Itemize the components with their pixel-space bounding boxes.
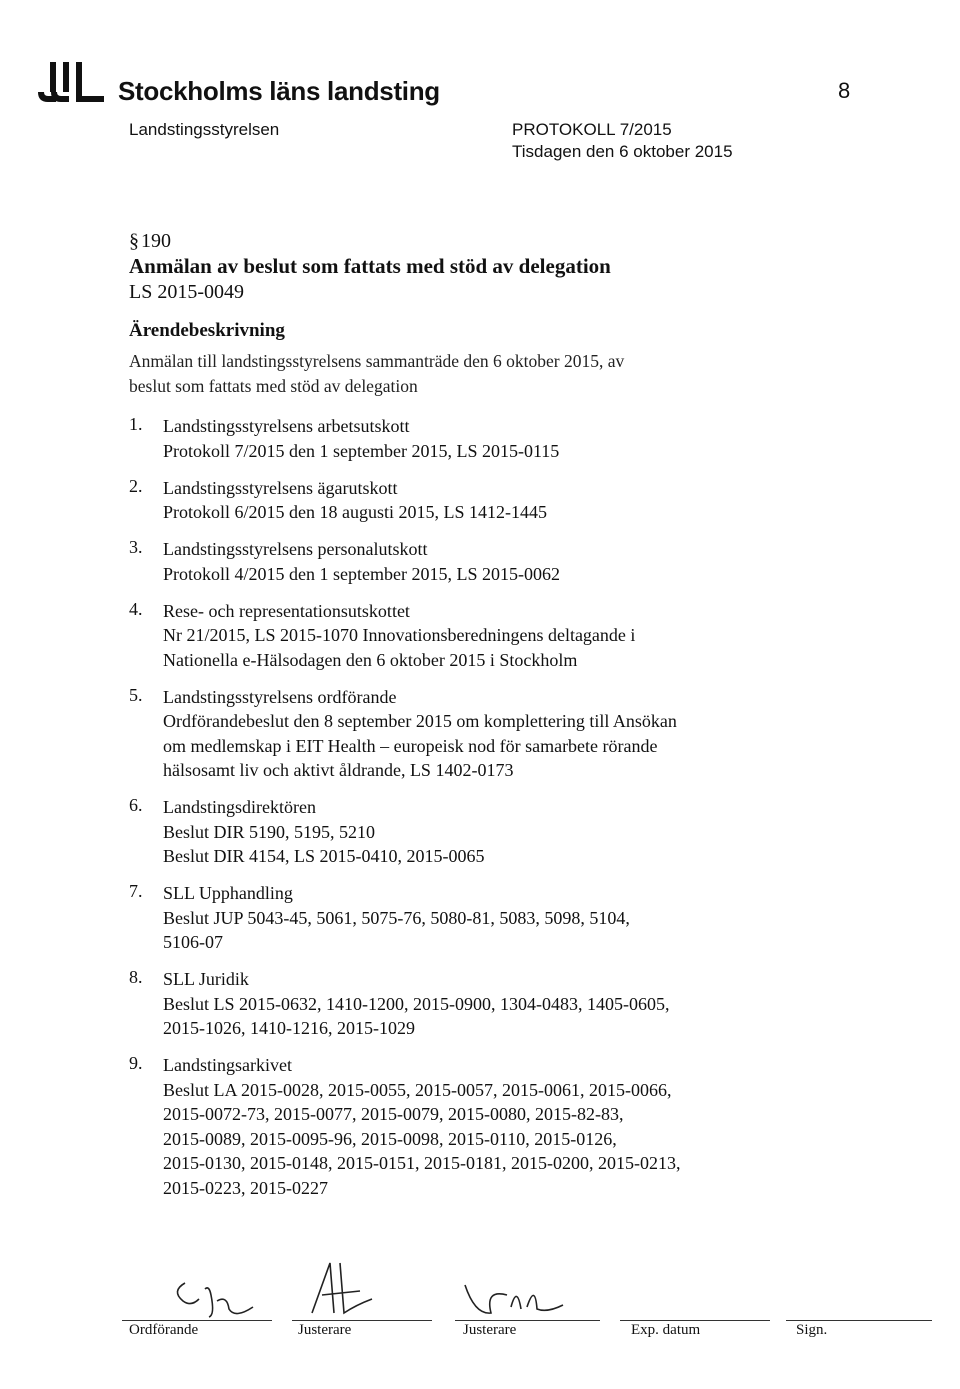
item-number: 2. xyxy=(129,475,143,496)
item-detail-line: Protokoll 4/2015 den 1 september 2015, LS 2015-0062 xyxy=(163,563,560,584)
label-justerare-1: Justerare xyxy=(298,1322,352,1338)
intro-line: beslut som fattats med stöd av delegation xyxy=(129,375,418,396)
page-number: 8 xyxy=(838,78,851,103)
item-spacer xyxy=(129,586,919,599)
item-heading: Landstingsstyrelsens personalutskott xyxy=(163,539,428,559)
item-detail-line: Nationella e-Hälsodagen den 6 oktober 2015 i Stockholm xyxy=(163,649,578,670)
item-detail-line: Protokoll 7/2015 den 1 september 2015, LS 2015-0115 xyxy=(163,440,560,461)
signature-line-exp-datum xyxy=(620,1320,770,1321)
item-heading: Landstingsstyrelsens ordförande xyxy=(163,686,397,707)
label-exp-datum: Exp. datum xyxy=(631,1322,701,1338)
decision-item xyxy=(129,599,919,673)
decision-item xyxy=(129,967,919,1041)
section-symbol: § xyxy=(129,230,139,252)
item-spacer xyxy=(129,783,919,796)
item-heading: Rese- och representationsutskottet xyxy=(163,600,410,621)
item-number: 8. xyxy=(129,967,143,987)
committee-name: Landstingsstyrelsen xyxy=(129,120,280,139)
item-spacer xyxy=(129,1041,919,1054)
decision-item xyxy=(129,476,919,525)
item-heading: Landstingsstyrelsens arbetsutskott xyxy=(163,416,410,436)
item-number: 7. xyxy=(129,881,143,901)
item-detail-line: 2015-1026, 1410-1216, 2015-1029 xyxy=(163,1018,415,1038)
item-number: 9. xyxy=(129,1053,143,1073)
case-description xyxy=(129,349,919,398)
label-ordforande: Ordförande xyxy=(129,1322,199,1338)
signature-line-sign xyxy=(786,1320,932,1321)
item-number: 6. xyxy=(129,795,143,815)
case-description-heading: Ärendebeskrivning xyxy=(129,320,285,341)
item-spacer xyxy=(129,525,919,538)
item-detail-line: Nr 21/2015, LS 2015-1070 Innovationsberedningens deltagande i xyxy=(163,625,636,645)
document-body xyxy=(129,228,919,1200)
item-heading: SLL Juridik xyxy=(163,969,249,989)
item-detail-line: om medlemskap i EIT Health – europeisk nod för samarbete rörande xyxy=(163,735,658,756)
section-number-value: 190 xyxy=(141,230,171,252)
section-number xyxy=(129,228,919,254)
signature-justerare-1 xyxy=(300,1255,390,1325)
item-detail-line: 2015-0223, 2015-0227 xyxy=(163,1177,328,1198)
decision-item xyxy=(129,881,919,955)
decision-item xyxy=(129,414,919,463)
item-spacer xyxy=(129,463,919,476)
item-detail-line: Beslut LA 2015-0028, 2015-0055, 2015-0057, 2015-0061, 2015-0066, xyxy=(163,1079,672,1100)
item-number: 5. xyxy=(129,684,143,705)
item-heading: Landstingsarkivet xyxy=(163,1055,292,1075)
item-heading: Landstingsdirektören xyxy=(163,797,316,817)
item-detail-line: Beslut DIR 4154, LS 2015-0410, 2015-0065 xyxy=(163,846,485,866)
item-heading: SLL Upphandling xyxy=(163,883,293,903)
item-detail-line: 2015-0089, 2015-0095-96, 2015-0098, 2015-0110, 2015-0126, xyxy=(163,1128,617,1149)
label-sign: Sign. xyxy=(796,1322,828,1338)
signature-line-justerare-1 xyxy=(292,1320,432,1321)
item-heading: Landstingsstyrelsens ägarutskott xyxy=(163,477,398,498)
signature-line-justerare-2 xyxy=(455,1320,600,1321)
item-detail-line: Beslut DIR 5190, 5195, 5210 xyxy=(163,821,376,842)
decision-item xyxy=(129,537,919,586)
decision-item xyxy=(129,685,919,783)
meeting-date: Tisdagen den 6 oktober 2015 xyxy=(512,142,733,161)
item-detail-line: 2015-0130, 2015-0148, 2015-0151, 2015-0181, 2015-0200, 2015-0213, xyxy=(163,1153,681,1173)
decision-item xyxy=(129,795,919,869)
item-detail-line: Ordförandebeslut den 8 september 2015 om komplettering till Ansökan xyxy=(163,711,677,731)
sll-logo xyxy=(36,62,116,106)
signature-line-ordforande xyxy=(122,1320,272,1321)
item-detail-line: Beslut JUP 5043-45, 5061, 5075-76, 5080-81, 5083, 5098, 5104, xyxy=(163,907,630,928)
document-title: Anmälan av beslut som fattats med stöd av delegation xyxy=(129,254,611,278)
signature-justerare-2 xyxy=(455,1255,585,1325)
item-detail-line: 5106-07 xyxy=(163,932,223,952)
item-number: 1. xyxy=(129,414,143,434)
item-detail-line: hälsosamt liv och aktivt åldrande, LS 1402-0173 xyxy=(163,760,514,780)
label-justerare-2: Justerare xyxy=(463,1322,517,1338)
item-detail-line: Protokoll 6/2015 den 18 augusti 2015, LS 1412-1445 xyxy=(163,502,547,522)
item-number: 3. xyxy=(129,537,143,557)
item-spacer xyxy=(129,672,919,685)
protocol-number: PROTOKOLL 7/2015 xyxy=(512,120,672,139)
item-detail-line: Beslut LS 2015-0632, 1410-1200, 2015-0900, 1304-0483, 1405-0605, xyxy=(163,993,670,1014)
item-spacer xyxy=(129,955,919,968)
signature-ordforande xyxy=(165,1255,275,1325)
organization-name: Stockholms läns landsting xyxy=(118,76,440,106)
item-number: 4. xyxy=(129,598,143,619)
intro-line: Anmälan till landstingsstyrelsens sammanträde den 6 oktober 2015, av xyxy=(129,351,625,371)
decision-list xyxy=(129,414,919,1200)
item-detail-line: 2015-0072-73, 2015-0077, 2015-0079, 2015-0080, 2015-82-83, xyxy=(163,1104,624,1124)
item-spacer xyxy=(129,869,919,882)
decision-item xyxy=(129,1053,919,1200)
case-reference: LS 2015-0049 xyxy=(129,281,244,303)
